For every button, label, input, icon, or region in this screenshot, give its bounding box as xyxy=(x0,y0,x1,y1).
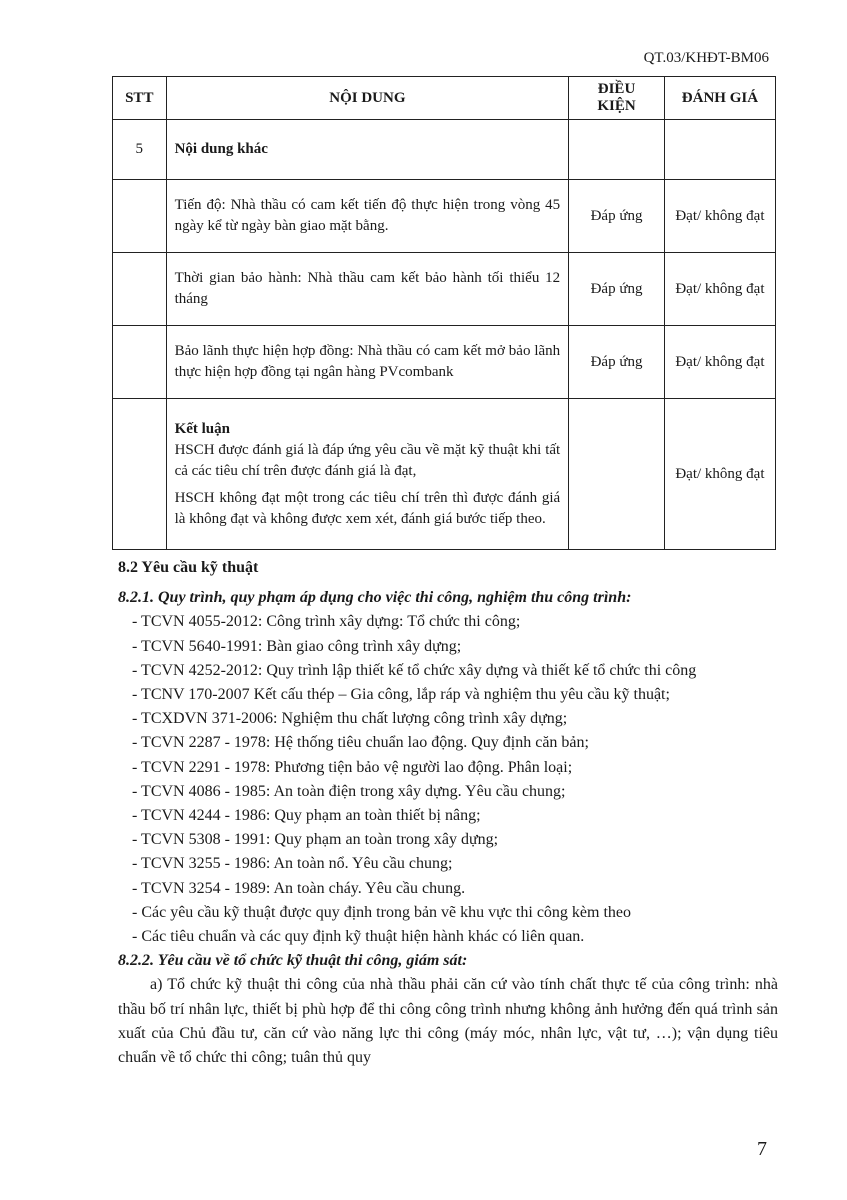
header-content: NỘI DUNG xyxy=(166,77,569,120)
subsection-heading-8-2-1: 8.2.1. Quy trình, quy phạm áp dụng cho việc thi công, nghiệm thu công trình: xyxy=(118,589,632,607)
standards-list xyxy=(118,610,778,949)
page-number: 7 xyxy=(757,1138,767,1160)
section-condition-cell xyxy=(569,120,665,180)
header-evaluation: ĐÁNH GIÁ xyxy=(664,77,775,120)
row-condition: Đáp ứng xyxy=(569,326,665,399)
row-content: Bảo lãnh thực hiện hợp đồng: Nhà thầu có cam kết mở bảo lãnh thực hiện hợp đồng tại ngân hàng PVcombank xyxy=(166,326,569,399)
header-condition xyxy=(569,77,665,120)
conclusion-title: Kết luận xyxy=(174,420,230,437)
row-content: Tiến độ: Nhà thầu có cam kết tiến độ thực hiện trong vòng 45 ngày kể từ ngày bàn giao mặt bằng. xyxy=(166,180,569,253)
list-item: - TCVN 5308 - 1991: Quy phạm an toàn trong xây dựng; xyxy=(132,831,499,849)
conclusion-row xyxy=(113,399,776,550)
conclusion-line-2: HSCH không đạt một trong các tiêu chí trên thì được đánh giá là không đạt và không được xem xét, đánh giá bước tiếp theo. xyxy=(174,489,561,527)
list-item: - TCVN 2287 - 1978: Hệ thống tiêu chuẩn lao động. Quy định căn bản; xyxy=(132,734,589,752)
row-content: Thời gian bảo hành: Nhà thầu cam kết bảo hành tối thiểu 12 tháng xyxy=(166,253,569,326)
list-item: - TCVN 2291 - 1978: Phương tiện bảo vệ người lao động. Phân loại; xyxy=(132,758,573,776)
list-item: - TCVN 3255 - 1986: An toàn nổ. Yêu cầu chung; xyxy=(132,855,453,873)
paragraph-a: a) Tổ chức kỹ thuật thi công của nhà thầu phải căn cứ vào tính chất thực tế của công trình: nhà thầu bố trí nhân lực, thiết bị phù hợp để thi công công trình nhưng không ảnh hưởng đến quá trình sản xuất của Chủ đầu tư, căn cứ vào năng lực thi công (máy móc, nhân lực, vật tư, …); vận dụng tiêu chuẩn về tổ chức thi công; tuân thủ quy xyxy=(118,976,778,1067)
section-title: Nội dung khác xyxy=(166,120,569,180)
section-stt: 5 xyxy=(113,120,167,180)
technical-requirements-section xyxy=(118,556,778,1070)
section-heading: 8.2 Yêu cầu kỹ thuật xyxy=(118,559,259,576)
conclusion-evaluation: Đạt/ không đạt xyxy=(664,399,775,550)
list-item: - TCVN 4244 - 1986: Quy phạm an toàn thiết bị nâng; xyxy=(132,807,481,825)
header-condition-line2: KIỆN xyxy=(597,98,636,114)
subsection-heading-8-2-2: 8.2.2. Yêu cầu về tổ chức kỹ thuật thi công, giám sát: xyxy=(118,952,468,970)
document-code: QT.03/KHĐT-BM06 xyxy=(643,50,769,66)
header-condition-line1: ĐIỀU xyxy=(597,81,636,97)
row-evaluation: Đạt/ không đạt xyxy=(664,180,775,253)
table-row xyxy=(113,326,776,399)
table-row xyxy=(113,253,776,326)
list-item: - Các tiêu chuẩn và các quy định kỹ thuật hiện hành khác có liên quan. xyxy=(132,928,585,946)
list-item: - TCVN 5640-1991: Bàn giao công trình xây dựng; xyxy=(132,637,462,655)
table-header-row xyxy=(113,77,776,120)
header-stt: STT xyxy=(113,77,167,120)
row-condition: Đáp ứng xyxy=(569,253,665,326)
row-evaluation: Đạt/ không đạt xyxy=(664,253,775,326)
list-item: - TCVN 4055-2012: Công trình xây dựng: Tổ chức thi công; xyxy=(132,613,521,631)
conclusion-content xyxy=(166,399,569,550)
list-item: - Các yêu cầu kỹ thuật được quy định trong bản vẽ khu vực thi công kèm theo xyxy=(132,903,632,921)
evaluation-table xyxy=(112,76,776,550)
section-row xyxy=(113,120,776,180)
section-evaluation-cell xyxy=(664,120,775,180)
row-condition: Đáp ứng xyxy=(569,180,665,253)
list-item: - TCXDVN 371-2006: Nghiệm thu chất lượng công trình xây dựng; xyxy=(132,710,568,728)
table-row xyxy=(113,180,776,253)
list-item: - TCVN 4252-2012: Quy trình lập thiết kế tổ chức xây dựng và thiết kế tổ chức thi công xyxy=(132,661,697,679)
list-item: - TCNV 170-2007 Kết cấu thép – Gia công, lắp ráp và nghiệm thu yêu cầu kỹ thuật; xyxy=(132,686,670,704)
list-item: - TCVN 3254 - 1989: An toàn cháy. Yêu cầu chung. xyxy=(132,879,466,897)
row-evaluation: Đạt/ không đạt xyxy=(664,326,775,399)
list-item: - TCVN 4086 - 1985: An toàn điện trong xây dựng. Yêu cầu chung; xyxy=(132,782,566,800)
conclusion-line-1: HSCH được đánh giá là đáp ứng yêu cầu về mặt kỹ thuật khi tất cả các tiêu chí trên được đánh giá là đạt, xyxy=(174,441,561,479)
